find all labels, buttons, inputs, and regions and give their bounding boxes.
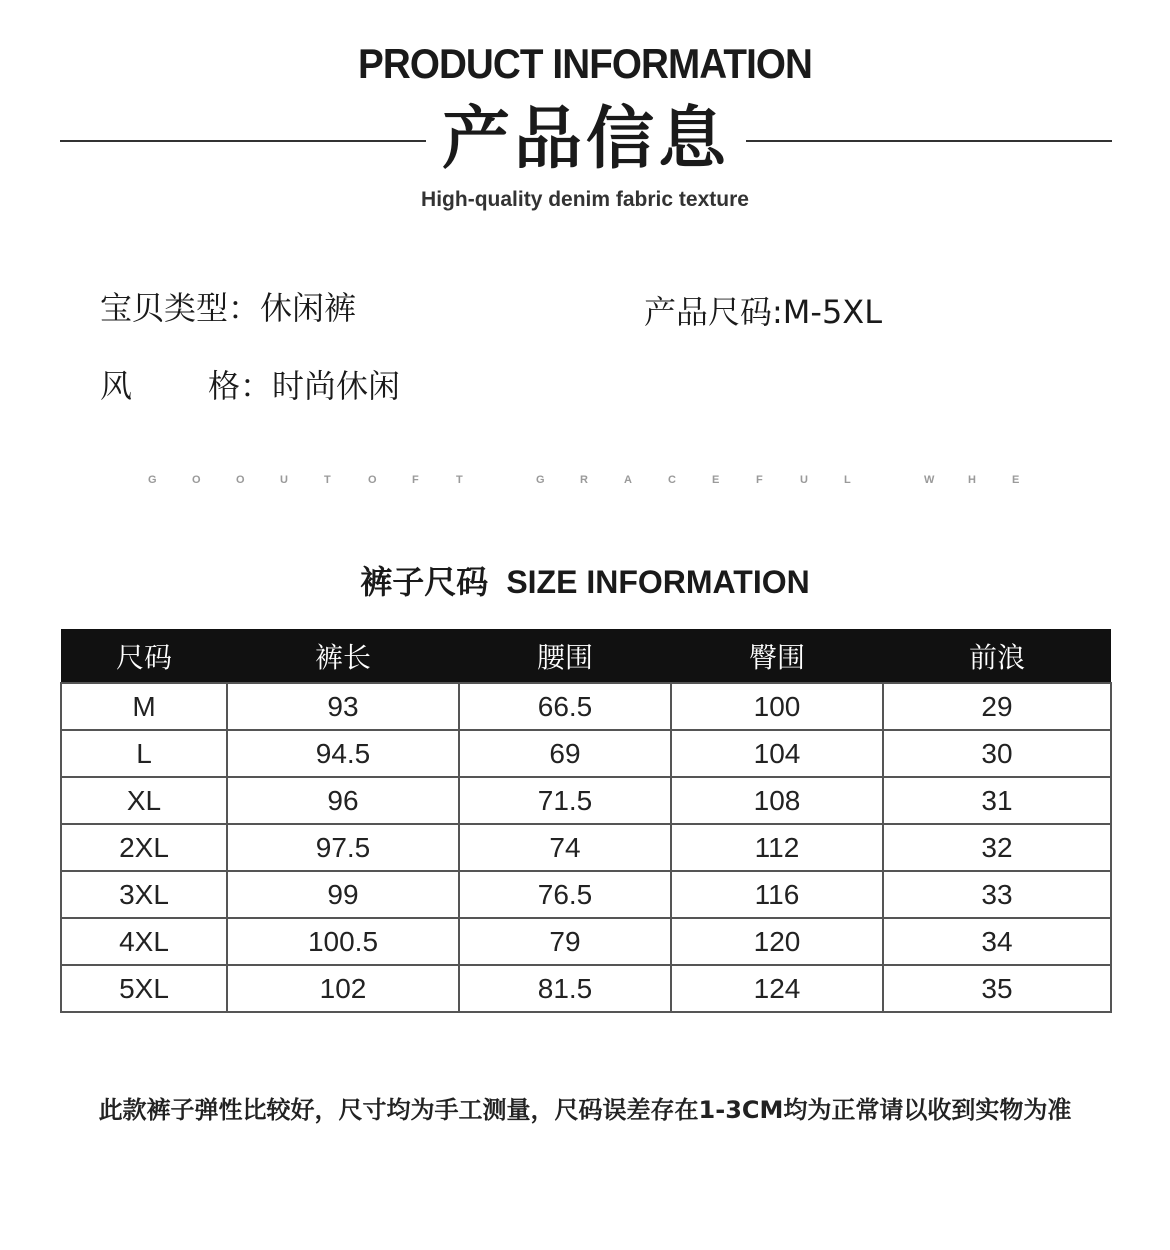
table-cell: 116 [671, 871, 883, 918]
decorative-letter: G [148, 474, 157, 486]
product-size-range: 产品尺码:M-5XL [644, 293, 883, 331]
decorative-letter: U [800, 474, 808, 486]
table-cell: 93 [227, 683, 459, 730]
decorative-letter: W [924, 474, 935, 486]
decorative-letter: A [624, 474, 632, 486]
table-cell: 30 [883, 730, 1111, 777]
table-cell: 108 [671, 777, 883, 824]
table-cell: 3XL [61, 871, 227, 918]
decorative-letter: O [368, 474, 377, 486]
decorative-letter: F [756, 474, 763, 486]
table-cell: 97.5 [227, 824, 459, 871]
title-divider-right [746, 140, 1112, 142]
table-row [61, 683, 1111, 730]
table-row [61, 824, 1111, 871]
table-cell: M [61, 683, 227, 730]
header-size: 尺码 [61, 629, 227, 683]
table-cell: 31 [883, 777, 1111, 824]
table-row [61, 965, 1111, 1012]
title-divider-left [60, 140, 426, 142]
table-cell: 32 [883, 824, 1111, 871]
header-waist: 腰围 [459, 629, 671, 683]
page-title-zh: 产品信息 [441, 100, 730, 179]
table-header-row [61, 629, 1111, 683]
table-cell: 104 [671, 730, 883, 777]
table-cell: 96 [227, 777, 459, 824]
table-cell: 34 [883, 918, 1111, 965]
table-cell: 120 [671, 918, 883, 965]
page-title-en: PRODUCT INFORMATION [357, 40, 813, 87]
table-cell: 69 [459, 730, 671, 777]
table-cell: 99 [227, 871, 459, 918]
table-row [61, 777, 1111, 824]
size-table [60, 629, 1112, 1013]
table-cell: 66.5 [459, 683, 671, 730]
decorative-letter: H [968, 474, 976, 486]
product-style [100, 366, 400, 406]
decorative-letter: T [324, 474, 331, 486]
title-row [0, 100, 1170, 180]
size-section-title-en: SIZE INFORMATION [506, 564, 810, 600]
subtitle: High-quality denim fabric texture [421, 188, 749, 211]
table-cell: XL [61, 777, 227, 824]
table-cell: 33 [883, 871, 1111, 918]
size-section-title-zh: 裤子尺码 [360, 563, 489, 601]
table-cell: 74 [459, 824, 671, 871]
table-cell: L [61, 730, 227, 777]
decorative-letter: T [456, 474, 463, 486]
decorative-letter: C [668, 474, 676, 486]
decorative-letters [140, 474, 1040, 490]
table-row [61, 730, 1111, 777]
decorative-letter: G [536, 474, 545, 486]
decorative-letter: R [580, 474, 588, 486]
decorative-letter: E [1012, 474, 1020, 486]
table-cell: 5XL [61, 965, 227, 1012]
decorative-letter: U [280, 474, 288, 486]
header-hip: 臀围 [671, 629, 883, 683]
table-cell: 4XL [61, 918, 227, 965]
table-cell: 79 [459, 918, 671, 965]
product-type: 宝贝类型：休闲裤 [100, 289, 357, 327]
header-length: 裤长 [227, 629, 459, 683]
table-row [61, 871, 1111, 918]
table-cell: 102 [227, 965, 459, 1012]
table-cell: 112 [671, 824, 883, 871]
style-label: 风 [100, 367, 133, 405]
table-cell: 100.5 [227, 918, 459, 965]
table-cell: 124 [671, 965, 883, 1012]
style-value: 格：时尚休闲 [208, 367, 401, 405]
table-cell: 71.5 [459, 777, 671, 824]
size-section-title [0, 560, 1170, 604]
table-cell: 94.5 [227, 730, 459, 777]
table-cell: 100 [671, 683, 883, 730]
table-row [61, 918, 1111, 965]
table-cell: 76.5 [459, 871, 671, 918]
table-cell: 35 [883, 965, 1111, 1012]
decorative-letter: E [712, 474, 720, 486]
decorative-letter: O [236, 474, 245, 486]
table-cell: 2XL [61, 824, 227, 871]
table-cell: 29 [883, 683, 1111, 730]
decorative-letter: L [844, 474, 851, 486]
header-front-rise: 前浪 [883, 629, 1111, 683]
decorative-letter: O [192, 474, 201, 486]
table-cell: 81.5 [459, 965, 671, 1012]
decorative-letter: F [412, 474, 419, 486]
measurement-note: 此款裤子弹性比较好，尺寸均为手工测量，尺码误差存在1-3CM均为正常请以收到实物为准 [98, 1096, 1072, 1124]
